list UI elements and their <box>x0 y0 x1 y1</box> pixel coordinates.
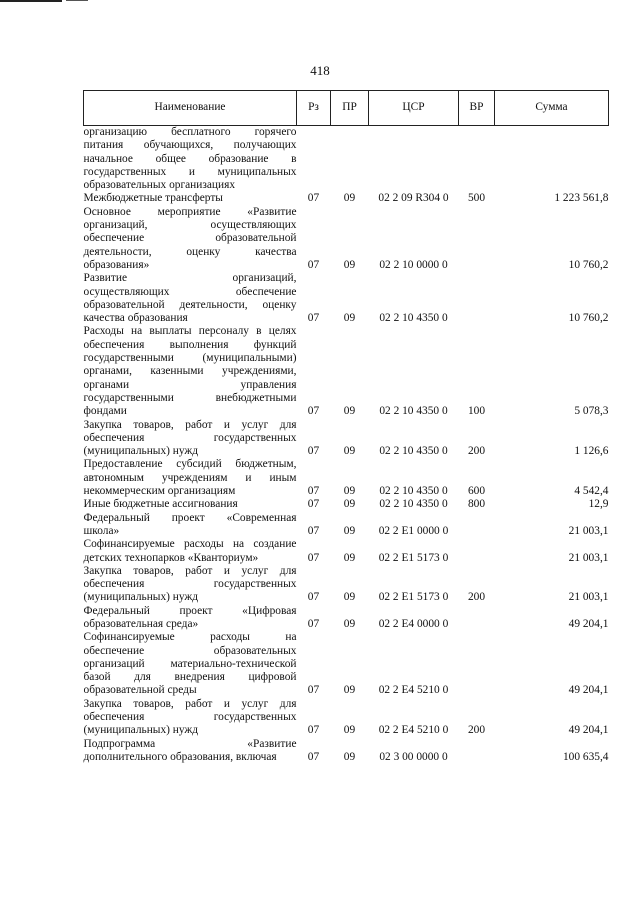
row-csr: 02 2 E4 0000 0 <box>378 617 449 630</box>
row-name <box>84 738 297 765</box>
row-pr <box>331 126 369 193</box>
row-rz: 07 <box>307 724 320 737</box>
row-csr: 02 2 10 4350 0 <box>379 445 448 458</box>
row-sum: 5 078,3 <box>574 405 609 418</box>
row-name-line: обеспечение образовательных <box>83 644 297 657</box>
row-name-line: осуществляющих обеспечение <box>83 285 297 298</box>
row-sum: 4 542,4 <box>574 485 609 498</box>
header-vr: ВР <box>459 91 495 126</box>
table-row <box>84 192 609 205</box>
row-name-line: качества образования <box>83 312 188 325</box>
row-name-line: организаций материально-технической <box>83 657 297 670</box>
row-name-line: (муниципальных) нужд <box>83 591 199 604</box>
row-pr: 09 <box>343 405 356 418</box>
table-row <box>84 206 609 272</box>
row-name-line: питания обучающихся, получающих <box>83 139 297 152</box>
row-vr <box>459 206 495 272</box>
row-sum <box>495 126 609 193</box>
table-row <box>84 605 609 632</box>
row-sum: 1 126,6 <box>574 445 609 458</box>
row-sum: 12,9 <box>588 498 609 511</box>
table-row <box>84 272 609 325</box>
row-name-line: органами, казенными учреждениями, <box>83 365 297 378</box>
row-name <box>84 126 297 193</box>
row-vr <box>459 538 495 565</box>
row-name <box>84 458 297 498</box>
table-row <box>84 698 609 738</box>
row-sum: 10 760,2 <box>568 312 609 325</box>
row-pr: 09 <box>343 551 356 564</box>
row-name-line: обеспечения государственных <box>83 578 297 591</box>
row-rz: 07 <box>307 405 320 418</box>
row-name-line: Закупка товаров, работ и услуг для <box>83 418 297 431</box>
table-header <box>84 91 609 126</box>
row-name <box>84 631 297 697</box>
row-name <box>84 605 297 632</box>
row-rz: 07 <box>307 551 320 564</box>
row-name-line: обеспечения государственных <box>83 711 297 724</box>
budget-table <box>83 90 609 764</box>
row-rz: 07 <box>307 750 320 763</box>
row-name-line: Федеральный проект «Современная <box>83 511 297 524</box>
row-name <box>84 192 297 205</box>
row-name-line: организаций, осуществляющих <box>83 219 297 232</box>
row-name-line: государственными внебюджетными <box>83 391 297 404</box>
row-name-line: базой для внедрения цифровой <box>83 671 297 684</box>
row-name-line: образовательной деятельности, оценку <box>83 298 297 311</box>
row-name-line: Софинансируемые расходы на создание <box>83 538 297 551</box>
table-row <box>84 126 609 193</box>
row-name-line: образования» <box>83 258 150 271</box>
page-number: 418 <box>310 63 330 78</box>
row-name-line: государственными (муниципальными) <box>83 352 297 365</box>
row-name <box>84 512 297 539</box>
row-rz <box>297 126 331 193</box>
row-rz: 07 <box>307 498 320 511</box>
row-vr: 200 <box>467 591 486 604</box>
row-name <box>84 538 297 565</box>
row-csr: 02 2 10 4350 0 <box>379 312 448 325</box>
row-sum: 1 223 561,8 <box>554 192 609 205</box>
row-pr: 09 <box>343 524 356 537</box>
row-name-line: государственных и муниципальных <box>83 165 297 178</box>
header-csr: ЦСР <box>369 91 459 126</box>
header-sum: Сумма <box>495 91 609 126</box>
row-name-line: Софинансируемые расходы на <box>83 631 297 644</box>
table-row <box>84 512 609 539</box>
table-row <box>84 538 609 565</box>
row-vr <box>459 738 495 765</box>
row-sum: 49 204,1 <box>568 684 609 697</box>
row-name-line: начальное общее образование в <box>83 152 297 165</box>
row-vr <box>459 605 495 632</box>
row-csr: 02 2 E1 5173 0 <box>378 551 449 564</box>
table-row <box>84 325 609 418</box>
top-edge-mark <box>0 0 62 2</box>
row-name-line: Закупка товаров, работ и услуг для <box>83 564 297 577</box>
row-csr: 02 2 E4 5210 0 <box>378 724 449 737</box>
row-csr <box>369 126 459 193</box>
row-vr <box>459 631 495 697</box>
row-sum: 100 635,4 <box>562 750 609 763</box>
row-pr: 09 <box>343 724 356 737</box>
row-pr: 09 <box>343 485 356 498</box>
row-csr: 02 2 10 0000 0 <box>379 258 448 271</box>
row-sum: 49 204,1 <box>568 724 609 737</box>
row-name <box>84 272 297 325</box>
row-vr <box>459 272 495 325</box>
table-row <box>84 631 609 697</box>
row-rz: 07 <box>307 591 320 604</box>
row-csr: 02 2 E4 5210 0 <box>378 684 449 697</box>
row-name-line: Развитие организаций, <box>83 272 297 285</box>
row-name-line: деятельности, оценку качества <box>83 245 297 258</box>
row-rz: 07 <box>307 445 320 458</box>
row-rz: 07 <box>307 485 320 498</box>
row-csr: 02 2 E1 0000 0 <box>378 524 449 537</box>
row-pr: 09 <box>343 192 356 205</box>
row-sum: 21 003,1 <box>568 551 609 564</box>
row-rz: 07 <box>307 684 320 697</box>
row-csr: 02 2 10 4350 0 <box>379 498 448 511</box>
row-name-line: органами управления <box>83 378 297 391</box>
row-name-line: обеспечения государственных <box>83 431 297 444</box>
row-name-line: Федеральный проект «Цифровая <box>83 604 297 617</box>
row-name <box>84 565 297 605</box>
row-name-line: Межбюджетные трансферты <box>83 192 223 205</box>
row-vr <box>459 126 495 193</box>
row-vr: 200 <box>467 724 486 737</box>
row-rz: 07 <box>307 617 320 630</box>
row-name-line: фондами <box>83 405 127 418</box>
row-pr: 09 <box>343 498 356 511</box>
row-name-line: автономным учреждениям и иным <box>83 471 297 484</box>
row-vr: 600 <box>467 485 486 498</box>
row-csr: 02 2 10 4350 0 <box>379 405 448 418</box>
row-name-line: дополнительного образования, включая <box>83 750 277 763</box>
row-vr: 800 <box>467 498 486 511</box>
row-name-line: (муниципальных) нужд <box>83 445 199 458</box>
row-rz: 07 <box>307 312 320 325</box>
row-sum: 21 003,1 <box>568 524 609 537</box>
row-name <box>84 325 297 418</box>
table-row <box>84 565 609 605</box>
row-csr: 02 2 09 R304 0 <box>378 192 449 205</box>
row-sum: 10 760,2 <box>568 258 609 271</box>
row-vr: 100 <box>467 405 486 418</box>
row-csr: 02 2 E1 5173 0 <box>378 591 449 604</box>
row-name-line: образовательная среда» <box>83 617 199 630</box>
header-name: Наименование <box>84 91 297 126</box>
table-row <box>84 738 609 765</box>
row-name-line: Иные бюджетные ассигнования <box>83 498 238 511</box>
row-pr: 09 <box>343 617 356 630</box>
row-name-line: образовательной среды <box>83 684 197 697</box>
row-name <box>84 419 297 459</box>
row-pr: 09 <box>343 445 356 458</box>
row-name-line: организацию бесплатного горячего <box>83 126 297 138</box>
row-name <box>84 498 297 511</box>
row-name-line: Расходы на выплаты персоналу в целях <box>83 325 297 338</box>
row-vr <box>459 512 495 539</box>
header-rz: Рз <box>297 91 331 126</box>
row-csr: 02 3 00 0000 0 <box>379 750 448 763</box>
row-name <box>84 206 297 272</box>
row-pr: 09 <box>343 591 356 604</box>
row-name-line: Основное мероприятие «Развитие <box>83 205 297 218</box>
row-name-line: обеспечение образовательной <box>83 232 297 245</box>
top-edge-mark-small <box>66 0 88 1</box>
row-name-line: образовательных организациях <box>83 179 236 192</box>
row-name-line: Подпрограмма «Развитие <box>83 737 297 750</box>
row-name <box>84 698 297 738</box>
row-name-line: некоммерческим организациям <box>83 485 236 498</box>
row-pr: 09 <box>343 750 356 763</box>
row-name-line: (муниципальных) нужд <box>83 724 199 737</box>
row-csr: 02 2 10 4350 0 <box>379 485 448 498</box>
row-vr: 200 <box>467 445 486 458</box>
row-vr: 500 <box>467 192 486 205</box>
row-pr: 09 <box>343 684 356 697</box>
row-pr: 09 <box>343 312 356 325</box>
row-name-line: школа» <box>83 524 120 537</box>
row-rz: 07 <box>307 192 320 205</box>
row-sum: 21 003,1 <box>568 591 609 604</box>
table-row <box>84 498 609 511</box>
row-rz: 07 <box>307 524 320 537</box>
table-row <box>84 458 609 498</box>
table-body <box>84 126 609 765</box>
row-name-line: детских технопарков «Кванториум» <box>83 551 259 564</box>
row-pr: 09 <box>343 258 356 271</box>
row-name-line: Закупка товаров, работ и услуг для <box>83 697 297 710</box>
header-pr: ПР <box>331 91 369 126</box>
row-rz: 07 <box>307 258 320 271</box>
row-name-line: обеспечения выполнения функций <box>83 338 297 351</box>
table-row <box>84 419 609 459</box>
row-sum: 49 204,1 <box>568 617 609 630</box>
row-name-line: Предоставление субсидий бюджетным, <box>83 458 297 471</box>
